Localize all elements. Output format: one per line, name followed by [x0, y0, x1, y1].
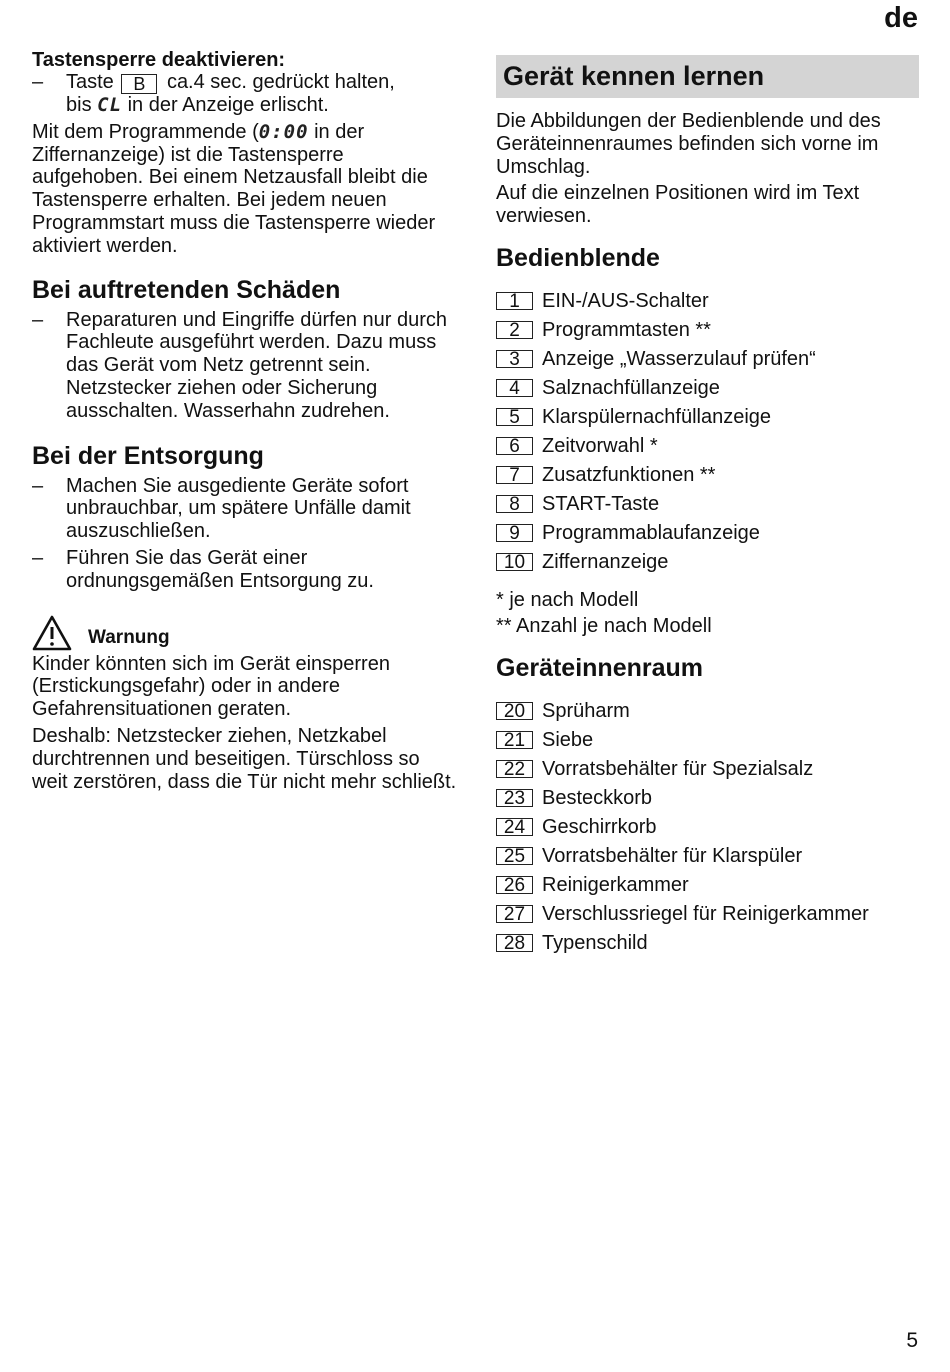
- display-000: 0:00: [258, 120, 309, 143]
- step-text-post: in der Anzeige erlischt.: [127, 94, 329, 116]
- position-number: 27: [496, 905, 533, 923]
- list-item: [496, 461, 919, 490]
- position-label: Klarspülernachfüllanzeige: [542, 405, 772, 428]
- lock-off-paragraph: [32, 121, 457, 258]
- disposal-heading: Bei der Entsorgung: [32, 441, 264, 470]
- position-label: Programmtasten **: [542, 318, 711, 341]
- position-number: 3: [496, 350, 533, 368]
- position-number: 20: [496, 702, 533, 720]
- position-number: 21: [496, 731, 533, 749]
- list-item: [496, 345, 919, 374]
- right-column: [496, 55, 919, 958]
- position-number: 4: [496, 379, 533, 397]
- left-column: [32, 49, 457, 793]
- list-item: [496, 697, 919, 726]
- warning-triangle-icon: [32, 615, 72, 651]
- list-item: [496, 813, 919, 842]
- position-number: 10: [496, 553, 533, 571]
- step-text-pre: Taste: [66, 71, 114, 93]
- position-label: Reinigerkammer: [542, 873, 689, 896]
- list-item: [496, 755, 919, 784]
- position-label: Vorratsbehälter für Spezialsalz: [542, 757, 814, 780]
- warning-header: [32, 613, 457, 651]
- position-label: Salznachfüllanzeige: [542, 376, 720, 399]
- page-number: 5: [906, 1329, 918, 1352]
- list-item: [496, 784, 919, 813]
- language-code: de: [884, 2, 918, 34]
- para-pre: Mit dem Programmende (: [32, 120, 259, 143]
- position-label: Ziffernanzeige: [542, 550, 669, 573]
- position-label: Sprüharm: [542, 699, 630, 722]
- position-label: EIN-/AUS-Schalter: [542, 289, 709, 312]
- interior-heading: Geräteinnenraum: [496, 653, 704, 682]
- list-item: [496, 374, 919, 403]
- list-item: [496, 842, 919, 871]
- list-item: [496, 287, 919, 316]
- disposal-item: – Machen Sie ausgediente Geräte sofort unbrauchbar, um spätere Unfälle damit auszuschließen.: [32, 475, 457, 543]
- position-number: 8: [496, 495, 533, 513]
- position-label: Geschirrkorb: [542, 815, 657, 838]
- step-text-pre2: bis: [66, 94, 92, 116]
- position-number: 24: [496, 818, 533, 836]
- position-label: START-Taste: [542, 492, 660, 515]
- list-item: [496, 490, 919, 519]
- footnote: ** Anzahl je nach Modell: [496, 615, 712, 638]
- position-label: Besteckkorb: [542, 786, 653, 809]
- list-item: [496, 726, 919, 755]
- position-label: Verschlussriegel für Reinigerkammer: [542, 902, 869, 925]
- position-number: 28: [496, 934, 533, 952]
- position-label: Siebe: [542, 728, 594, 751]
- list-item: [496, 548, 919, 577]
- intro-paragraph: Auf die einzelnen Positionen wird im Text verwiesen.: [496, 182, 860, 228]
- display-cl: CL: [97, 94, 123, 116]
- position-number: 25: [496, 847, 533, 865]
- position-number: 1: [496, 292, 533, 310]
- warning-text: Deshalb: Netzstecker ziehen, Netzkabel durchtrennen und beseitigen. Türschloss so weit zerstören, dass die Tür nicht mehr schließt.: [32, 724, 457, 793]
- list-item: [496, 871, 919, 900]
- list-item: [496, 900, 919, 929]
- damage-heading: Bei auftretenden Schäden: [32, 275, 341, 304]
- para-post: in der Ziffernanzeige) ist die Tastensperre aufgehoben. Bei einem Netzausfall bleibt die Tastensperre erhalten. Bei jedem neuen Programmstart muss die Tastensperre wieder aktiviert werden.: [32, 120, 436, 257]
- position-label: Typenschild: [542, 931, 648, 954]
- footnote: * je nach Modell: [496, 588, 639, 611]
- warning-text: Kinder könnten sich im Gerät einsperren (Erstickungsgefahr) oder in andere Gefahrensituationen geraten.: [32, 652, 390, 721]
- key-b-box: B: [121, 74, 157, 94]
- list-item: [496, 403, 919, 432]
- intro-paragraph: Die Abbildungen der Bedienblende und des Geräteinnenraumes befinden sich vorne im Umschlag.: [496, 110, 881, 178]
- list-item: [496, 316, 919, 345]
- panel-heading: Bedienblende: [496, 243, 660, 272]
- position-number: 6: [496, 437, 533, 455]
- position-label: Vorratsbehälter für Klarspüler: [542, 844, 803, 867]
- section-title-bar: [496, 55, 919, 98]
- lock-off-step: [32, 71, 457, 117]
- position-number: 5: [496, 408, 533, 426]
- position-label: Anzeige „Wasserzulauf prüfen“: [542, 347, 816, 370]
- step-text-mid: ca.4 sec. gedrückt halten,: [166, 71, 395, 93]
- position-number: 7: [496, 466, 533, 484]
- list-item: [496, 929, 919, 958]
- position-number: 22: [496, 760, 533, 778]
- list-item: [496, 432, 919, 461]
- position-number: 9: [496, 524, 533, 542]
- warning-title: Warnung: [88, 626, 170, 648]
- lock-off-heading: Tastensperre deaktivieren:: [32, 49, 286, 71]
- position-number: 26: [496, 876, 533, 894]
- position-label: Zusatzfunktionen **: [542, 463, 716, 486]
- interior-list: [496, 697, 919, 958]
- position-label: Programmablaufanzeige: [542, 521, 760, 544]
- section-title: Gerät kennen lernen: [503, 61, 765, 91]
- position-number: 23: [496, 789, 533, 807]
- position-label: Zeitvorwahl *: [542, 434, 658, 457]
- damage-item: – Reparaturen und Eingriffe dürfen nur durch Fachleute ausgeführt werden. Dazu muss das Gerät vom Netz getrennt sein. Netzstecker ziehen oder Sicherung ausschalten. Wasserhahn zudrehen.: [32, 309, 457, 423]
- position-number: 2: [496, 321, 533, 339]
- panel-list: [496, 287, 919, 577]
- list-item: [496, 519, 919, 548]
- disposal-item: – Führen Sie das Gerät einer ordnungsgemäßen Entsorgung zu.: [32, 547, 457, 593]
